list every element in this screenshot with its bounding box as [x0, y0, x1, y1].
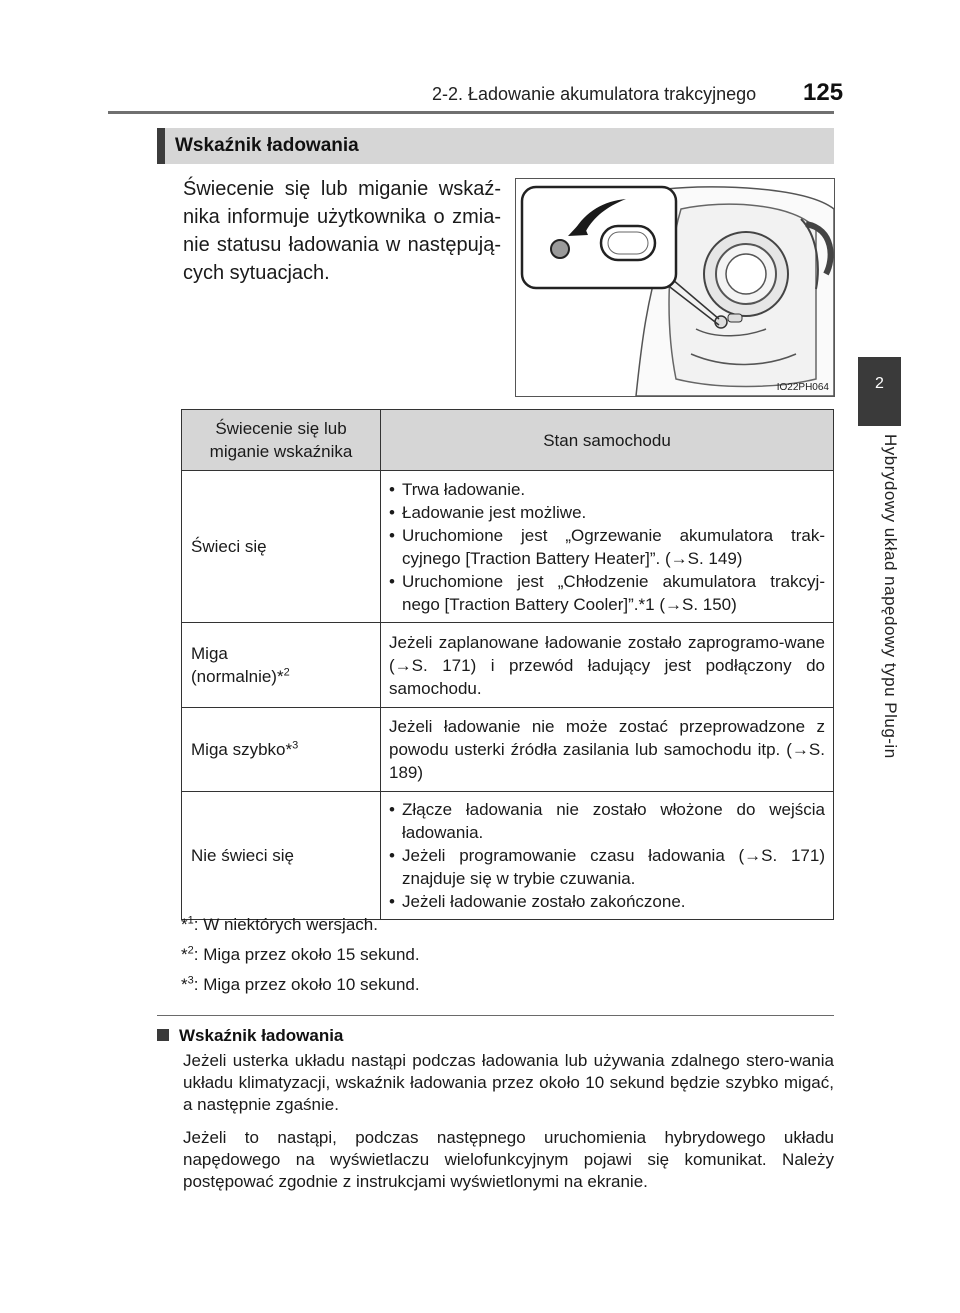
charging-port-illustration — [515, 178, 835, 397]
header-indicator: Świecenie się lub miganie wskaźnika — [182, 410, 381, 471]
state-list — [389, 798, 825, 913]
list-item: • Ładowanie jest możliwe. — [389, 501, 825, 524]
list-item: • Złącze ładowania nie zostało włożone do wejścia ładowania. — [389, 798, 825, 844]
footnote-text: : W niektórych wersjach. — [193, 915, 378, 934]
chapter-tab: 2 — [858, 357, 901, 426]
section-title: Wskaźnik ładowania — [175, 135, 359, 156]
note-heading-text: Wskaźnik ładowania — [179, 1026, 344, 1045]
list-item: • Uruchomione jest „Chłodzenie akumulatora trakcyj-nego [Traction Battery Cooler]”.*1 (→S. 150) — [389, 570, 825, 616]
state-cell — [381, 792, 834, 920]
footnote — [181, 974, 420, 996]
table-row — [182, 623, 834, 708]
page-number: 125 — [803, 79, 844, 106]
note-heading — [157, 1026, 343, 1046]
footnote-number: 3 — [187, 974, 194, 987]
footnote — [181, 914, 420, 936]
footnote-ref: 2 — [283, 666, 290, 679]
indicator-cell — [182, 708, 381, 792]
footnote-text: : Miga przez około 15 sekund. — [193, 945, 420, 964]
indicator-cell — [182, 623, 381, 708]
list-item: • Jeżeli ładowanie zostało zakończone. — [389, 890, 825, 913]
footnote-ref: 3 — [292, 739, 299, 752]
footnotes — [181, 914, 420, 1004]
charging-port-drawing — [516, 179, 834, 396]
note-paragraph: Jeżeli to nastąpi, podczas następnego uruchomienia hybrydowego układu napędowego na wyświetlaczu wielofunkcyjnym pojawi się komunikat. Należy postępować zgodnie z instrukcjami wyświetlonymi na ekranie. — [183, 1128, 834, 1191]
state-cell: Jeżeli zaplanowane ładowanie zostało zaprogramo-wane (→S. 171) i przewód ładujący jest podłączony do samochodu. — [381, 623, 834, 708]
footnote — [181, 944, 420, 966]
square-bullet-icon — [157, 1029, 169, 1041]
indicator-status-table — [181, 409, 834, 920]
state-cell — [381, 471, 834, 623]
list-item: • Jeżeli programowanie czasu ładowania (→S. 171) znajduje się w trybie czuwania. — [389, 844, 825, 890]
table-row — [182, 792, 834, 920]
intro-paragraph: Świecenie się lub miganie wskaź-nika informuje użytkownika o zmia-nie statusu ładowania w następują-cych sytuacjach. — [183, 178, 501, 284]
list-item: • Trwa ładowanie. — [389, 478, 825, 501]
indicator-cell: Nie świeci się — [182, 792, 381, 920]
footnote-text: : Miga przez około 10 sekund. — [193, 975, 420, 994]
indicator-line: Miga — [191, 644, 228, 663]
indicator-cell: Świeci się — [182, 471, 381, 623]
header-vehicle-state: Stan samochodu — [381, 410, 834, 471]
table-header-row — [182, 410, 834, 471]
state-list — [389, 478, 825, 616]
table-row — [182, 471, 834, 623]
chapter-title: 2-2. Ładowanie akumulatora trakcyjnego — [432, 84, 757, 104]
note-divider — [157, 1015, 834, 1016]
indicator-line: (normalnie)* — [191, 667, 284, 686]
footnote-mark: * — [181, 945, 188, 964]
section-heading-bar — [157, 128, 834, 164]
header-rule — [108, 111, 834, 114]
footnote-number: 1 — [187, 914, 194, 927]
footnote-number: 2 — [187, 944, 194, 957]
note-paragraph: Jeżeli usterka układu nastąpi podczas ładowania lub używania zdalnego stero-wania układu klimatyzacji, wskaźnik ładowania przez około 10 sekund będzie szybko migać, a następnie zgaśnie. — [183, 1051, 834, 1114]
chapter-side-label: Hybrydowy układ napędowy typu Plug-in — [881, 434, 900, 759]
section-accent — [157, 128, 165, 164]
list-item: • Uruchomione jest „Ogrzewanie akumulatora trak-cyjnego [Traction Battery Heater]”. (→S. 149) — [389, 524, 825, 570]
note-body — [183, 1050, 834, 1204]
footnote-mark: * — [181, 915, 188, 934]
footnote-mark: * — [181, 975, 188, 994]
state-cell: Jeżeli ładowanie nie może zostać przeprowadzone z powodu usterki źródła zasilania lub samochodu itp. (→S. 189) — [381, 708, 834, 792]
indicator-text: Miga szybko* — [191, 740, 293, 759]
figure-code: IO22PH064 — [776, 382, 829, 393]
table-row — [182, 708, 834, 792]
